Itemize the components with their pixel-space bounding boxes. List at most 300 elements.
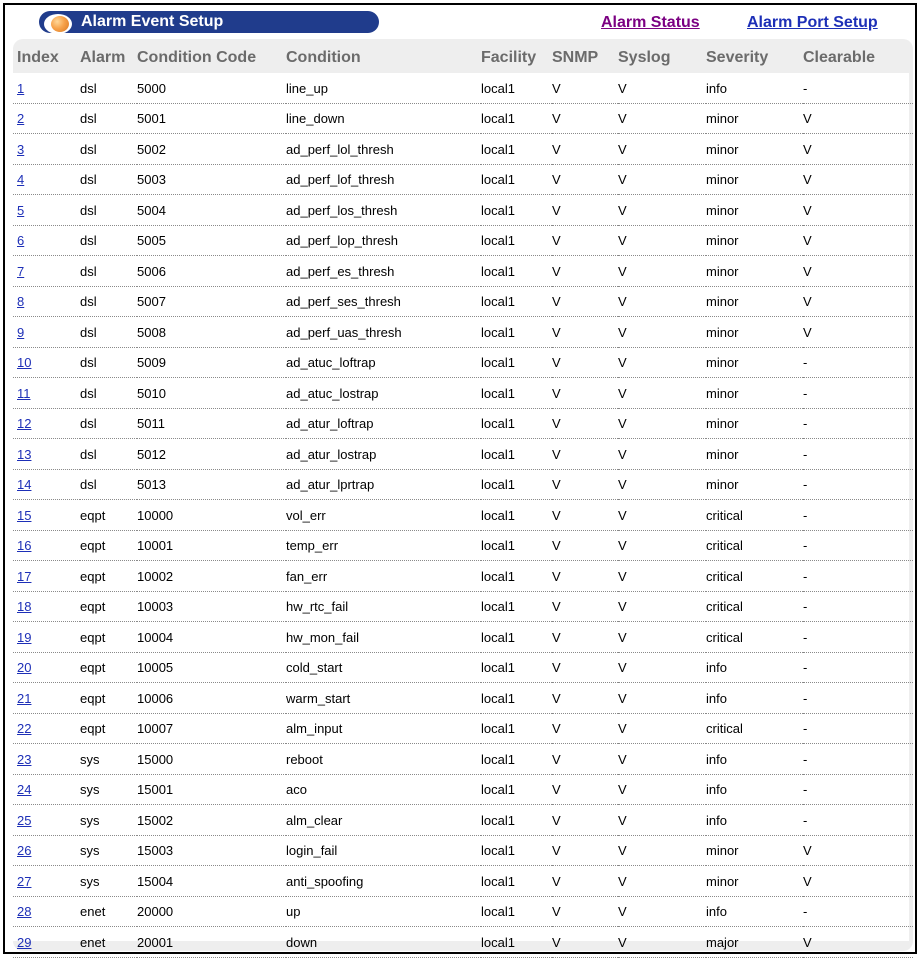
cell-condition-code: 15002 bbox=[137, 805, 286, 836]
cell-condition: ad_atuc_lostrap bbox=[286, 378, 481, 409]
cell-severity: minor bbox=[706, 195, 803, 226]
cell-index bbox=[13, 927, 80, 958]
cell-clearable: V bbox=[803, 195, 913, 226]
cell-snmp: V bbox=[552, 164, 618, 195]
cell-clearable: - bbox=[803, 500, 913, 531]
cell-alarm: sys bbox=[80, 866, 137, 897]
cell-index bbox=[13, 652, 80, 683]
index-link[interactable]: 4 bbox=[17, 172, 25, 188]
table-row bbox=[13, 225, 913, 256]
table-row bbox=[13, 500, 913, 531]
table-header-row bbox=[13, 42, 913, 73]
cell-condition: temp_err bbox=[286, 530, 481, 561]
cell-snmp: V bbox=[552, 805, 618, 836]
cell-facility: local1 bbox=[481, 73, 552, 103]
cell-syslog: V bbox=[618, 530, 706, 561]
cell-condition: line_up bbox=[286, 73, 481, 103]
table-row bbox=[13, 744, 913, 775]
cell-snmp: V bbox=[552, 378, 618, 409]
cell-severity: minor bbox=[706, 378, 803, 409]
cell-syslog: V bbox=[618, 500, 706, 531]
cell-clearable: - bbox=[803, 683, 913, 714]
cell-clearable: V bbox=[803, 256, 913, 287]
cell-condition-code: 15000 bbox=[137, 744, 286, 775]
cell-facility: local1 bbox=[481, 835, 552, 866]
cell-clearable: - bbox=[803, 774, 913, 805]
table-row bbox=[13, 408, 913, 439]
cell-index bbox=[13, 561, 80, 592]
orb-icon bbox=[44, 14, 72, 34]
index-link[interactable]: 18 bbox=[17, 599, 32, 615]
cell-index bbox=[13, 469, 80, 500]
table-row bbox=[13, 439, 913, 470]
column-header-condition-code: Condition Code bbox=[137, 48, 257, 66]
cell-alarm: sys bbox=[80, 744, 137, 775]
cell-severity: info bbox=[706, 744, 803, 775]
cell-severity: info bbox=[706, 652, 803, 683]
cell-facility: local1 bbox=[481, 713, 552, 744]
cell-index bbox=[13, 73, 80, 103]
cell-alarm: dsl bbox=[80, 134, 137, 165]
cell-alarm: eqpt bbox=[80, 652, 137, 683]
table-row bbox=[13, 683, 913, 714]
cell-index bbox=[13, 378, 80, 409]
cell-index bbox=[13, 164, 80, 195]
cell-condition-code: 10005 bbox=[137, 652, 286, 683]
cell-alarm: eqpt bbox=[80, 561, 137, 592]
column-header-condition: Condition bbox=[286, 48, 361, 66]
cell-clearable: V bbox=[803, 835, 913, 866]
cell-syslog: V bbox=[618, 744, 706, 775]
index-link[interactable]: 11 bbox=[17, 385, 31, 401]
index-link[interactable]: 14 bbox=[17, 477, 32, 493]
index-link[interactable]: 1 bbox=[17, 80, 25, 96]
cell-severity: minor bbox=[706, 347, 803, 378]
table-row bbox=[13, 103, 913, 134]
cell-facility: local1 bbox=[481, 286, 552, 317]
cell-alarm: dsl bbox=[80, 408, 137, 439]
cell-clearable: V bbox=[803, 317, 913, 348]
table-row bbox=[13, 134, 913, 165]
cell-clearable: - bbox=[803, 378, 913, 409]
cell-syslog: V bbox=[618, 439, 706, 470]
cell-snmp: V bbox=[552, 225, 618, 256]
index-link[interactable]: 16 bbox=[17, 538, 32, 554]
table-row bbox=[13, 317, 913, 348]
cell-snmp: V bbox=[552, 713, 618, 744]
cell-condition: vol_err bbox=[286, 500, 481, 531]
cell-index bbox=[13, 103, 80, 134]
cell-severity: minor bbox=[706, 317, 803, 348]
index-link[interactable]: 12 bbox=[17, 416, 32, 432]
cell-index bbox=[13, 530, 80, 561]
cell-index bbox=[13, 195, 80, 226]
index-link[interactable]: 3 bbox=[17, 141, 25, 157]
cell-condition: ad_atur_loftrap bbox=[286, 408, 481, 439]
window-frame bbox=[3, 3, 917, 954]
cell-condition-code: 20000 bbox=[137, 896, 286, 927]
cell-syslog: V bbox=[618, 866, 706, 897]
cell-clearable: V bbox=[803, 134, 913, 165]
cell-condition-code: 10006 bbox=[137, 683, 286, 714]
cell-severity: info bbox=[706, 683, 803, 714]
table-row bbox=[13, 286, 913, 317]
cell-clearable: V bbox=[803, 927, 913, 958]
cell-snmp: V bbox=[552, 591, 618, 622]
cell-syslog: V bbox=[618, 378, 706, 409]
cell-syslog: V bbox=[618, 561, 706, 592]
cell-condition-code: 10004 bbox=[137, 622, 286, 653]
cell-severity: minor bbox=[706, 134, 803, 165]
cell-index bbox=[13, 225, 80, 256]
cell-condition: alm_input bbox=[286, 713, 481, 744]
cell-snmp: V bbox=[552, 835, 618, 866]
cell-alarm: eqpt bbox=[80, 683, 137, 714]
cell-index bbox=[13, 683, 80, 714]
cell-condition: reboot bbox=[286, 744, 481, 775]
cell-facility: local1 bbox=[481, 378, 552, 409]
table-row bbox=[13, 73, 913, 103]
cell-condition: warm_start bbox=[286, 683, 481, 714]
index-link[interactable]: 10 bbox=[17, 355, 32, 371]
cell-syslog: V bbox=[618, 896, 706, 927]
cell-alarm: dsl bbox=[80, 256, 137, 287]
cell-snmp: V bbox=[552, 622, 618, 653]
cell-condition-code: 20001 bbox=[137, 927, 286, 958]
cell-snmp: V bbox=[552, 927, 618, 958]
cell-clearable: - bbox=[803, 469, 913, 500]
cell-snmp: V bbox=[552, 408, 618, 439]
cell-snmp: V bbox=[552, 500, 618, 531]
cell-syslog: V bbox=[618, 835, 706, 866]
cell-facility: local1 bbox=[481, 317, 552, 348]
cell-condition-code: 15003 bbox=[137, 835, 286, 866]
cell-severity: critical bbox=[706, 530, 803, 561]
column-header-facility: Facility bbox=[481, 48, 537, 66]
cell-condition-code: 5008 bbox=[137, 317, 286, 348]
cell-snmp: V bbox=[552, 195, 618, 226]
cell-condition-code: 5002 bbox=[137, 134, 286, 165]
cell-alarm: eqpt bbox=[80, 622, 137, 653]
cell-snmp: V bbox=[552, 347, 618, 378]
cell-clearable: - bbox=[803, 591, 913, 622]
cell-severity: minor bbox=[706, 439, 803, 470]
cell-condition-code: 10001 bbox=[137, 530, 286, 561]
cell-facility: local1 bbox=[481, 103, 552, 134]
cell-snmp: V bbox=[552, 652, 618, 683]
cell-syslog: V bbox=[618, 713, 706, 744]
table-row bbox=[13, 774, 913, 805]
cell-condition-code: 5001 bbox=[137, 103, 286, 134]
table-row bbox=[13, 713, 913, 744]
cell-condition: ad_perf_lol_thresh bbox=[286, 134, 481, 165]
column-header-index: Index bbox=[17, 48, 59, 66]
table-row bbox=[13, 195, 913, 226]
cell-facility: local1 bbox=[481, 561, 552, 592]
cell-syslog: V bbox=[618, 652, 706, 683]
cell-condition: ad_perf_los_thresh bbox=[286, 195, 481, 226]
cell-clearable: - bbox=[803, 896, 913, 927]
cell-condition-code: 5005 bbox=[137, 225, 286, 256]
cell-condition-code: 5006 bbox=[137, 256, 286, 287]
cell-condition: ad_atur_lprtrap bbox=[286, 469, 481, 500]
cell-severity: minor bbox=[706, 225, 803, 256]
cell-alarm: sys bbox=[80, 774, 137, 805]
table-row bbox=[13, 835, 913, 866]
index-link[interactable]: 27 bbox=[17, 873, 32, 889]
cell-alarm: dsl bbox=[80, 317, 137, 348]
cell-clearable: V bbox=[803, 866, 913, 897]
cell-facility: local1 bbox=[481, 439, 552, 470]
cell-severity: minor bbox=[706, 256, 803, 287]
cell-clearable: - bbox=[803, 805, 913, 836]
cell-alarm: dsl bbox=[80, 439, 137, 470]
cell-snmp: V bbox=[552, 530, 618, 561]
index-link[interactable]: 23 bbox=[17, 751, 32, 767]
column-header-clearable: Clearable bbox=[803, 48, 876, 66]
cell-alarm: enet bbox=[80, 927, 137, 958]
cell-condition-code: 10007 bbox=[137, 713, 286, 744]
index-link[interactable]: 2 bbox=[17, 111, 25, 127]
cell-condition: ad_atuc_loftrap bbox=[286, 347, 481, 378]
cell-alarm: dsl bbox=[80, 225, 137, 256]
table-row bbox=[13, 561, 913, 592]
cell-snmp: V bbox=[552, 439, 618, 470]
cell-syslog: V bbox=[618, 347, 706, 378]
cell-condition-code: 5010 bbox=[137, 378, 286, 409]
cell-condition: fan_err bbox=[286, 561, 481, 592]
cell-condition-code: 5007 bbox=[137, 286, 286, 317]
index-link[interactable]: 19 bbox=[17, 629, 32, 645]
cell-clearable: V bbox=[803, 225, 913, 256]
cell-index bbox=[13, 866, 80, 897]
index-link[interactable]: 22 bbox=[17, 721, 32, 737]
cell-index bbox=[13, 835, 80, 866]
cell-facility: local1 bbox=[481, 774, 552, 805]
cell-index bbox=[13, 622, 80, 653]
cell-alarm: sys bbox=[80, 835, 137, 866]
cell-alarm: eqpt bbox=[80, 500, 137, 531]
cell-clearable: - bbox=[803, 439, 913, 470]
cell-index bbox=[13, 713, 80, 744]
cell-alarm: dsl bbox=[80, 103, 137, 134]
cell-syslog: V bbox=[618, 683, 706, 714]
table-row bbox=[13, 378, 913, 409]
index-link[interactable]: 26 bbox=[17, 843, 32, 859]
table-row bbox=[13, 652, 913, 683]
cell-condition-code: 15004 bbox=[137, 866, 286, 897]
index-link[interactable]: 20 bbox=[17, 660, 32, 676]
cell-severity: minor bbox=[706, 286, 803, 317]
cell-severity: critical bbox=[706, 591, 803, 622]
index-link[interactable]: 21 bbox=[17, 690, 32, 706]
cell-condition: ad_perf_uas_thresh bbox=[286, 317, 481, 348]
cell-facility: local1 bbox=[481, 591, 552, 622]
table-row bbox=[13, 164, 913, 195]
cell-facility: local1 bbox=[481, 530, 552, 561]
cell-facility: local1 bbox=[481, 225, 552, 256]
cell-index bbox=[13, 774, 80, 805]
cell-clearable: - bbox=[803, 713, 913, 744]
cell-facility: local1 bbox=[481, 652, 552, 683]
cell-facility: local1 bbox=[481, 164, 552, 195]
title-bar bbox=[39, 11, 379, 33]
cell-index bbox=[13, 286, 80, 317]
cell-syslog: V bbox=[618, 591, 706, 622]
cell-snmp: V bbox=[552, 744, 618, 775]
cell-alarm: eqpt bbox=[80, 713, 137, 744]
index-link[interactable]: 13 bbox=[17, 446, 32, 462]
index-link[interactable]: 17 bbox=[17, 568, 32, 584]
cell-facility: local1 bbox=[481, 134, 552, 165]
cell-severity: minor bbox=[706, 103, 803, 134]
page-title: Alarm Event Setup bbox=[81, 13, 224, 30]
cell-severity: info bbox=[706, 805, 803, 836]
cell-snmp: V bbox=[552, 317, 618, 348]
cell-condition-code: 15001 bbox=[137, 774, 286, 805]
cell-clearable: - bbox=[803, 408, 913, 439]
cell-severity: minor bbox=[706, 408, 803, 439]
cell-severity: info bbox=[706, 774, 803, 805]
table-row bbox=[13, 866, 913, 897]
cell-condition-code: 5000 bbox=[137, 73, 286, 103]
cell-alarm: dsl bbox=[80, 378, 137, 409]
alarm-port-setup-link[interactable]: Alarm Port Setup bbox=[747, 14, 878, 31]
cell-condition: down bbox=[286, 927, 481, 958]
cell-facility: local1 bbox=[481, 347, 552, 378]
cell-index bbox=[13, 500, 80, 531]
table-row bbox=[13, 927, 913, 958]
cell-condition: alm_clear bbox=[286, 805, 481, 836]
index-link[interactable]: 24 bbox=[17, 782, 32, 798]
cell-condition-code: 5003 bbox=[137, 164, 286, 195]
cell-syslog: V bbox=[618, 256, 706, 287]
cell-syslog: V bbox=[618, 164, 706, 195]
index-link[interactable]: 28 bbox=[17, 904, 32, 920]
cell-syslog: V bbox=[618, 286, 706, 317]
cell-clearable: - bbox=[803, 73, 913, 103]
cell-facility: local1 bbox=[481, 256, 552, 287]
cell-facility: local1 bbox=[481, 896, 552, 927]
cell-condition-code: 5004 bbox=[137, 195, 286, 226]
table-row bbox=[13, 622, 913, 653]
index-link[interactable]: 9 bbox=[17, 324, 25, 340]
cell-condition: login_fail bbox=[286, 835, 481, 866]
cell-facility: local1 bbox=[481, 622, 552, 653]
cell-syslog: V bbox=[618, 774, 706, 805]
index-link[interactable]: 6 bbox=[17, 233, 25, 249]
cell-alarm: dsl bbox=[80, 347, 137, 378]
cell-syslog: V bbox=[618, 805, 706, 836]
cell-condition: cold_start bbox=[286, 652, 481, 683]
cell-index bbox=[13, 347, 80, 378]
cell-snmp: V bbox=[552, 73, 618, 103]
cell-alarm: dsl bbox=[80, 286, 137, 317]
cell-severity: critical bbox=[706, 561, 803, 592]
cell-condition-code: 10003 bbox=[137, 591, 286, 622]
cell-facility: local1 bbox=[481, 866, 552, 897]
cell-condition: ad_perf_lop_thresh bbox=[286, 225, 481, 256]
index-link[interactable]: 25 bbox=[17, 812, 32, 828]
cell-snmp: V bbox=[552, 896, 618, 927]
cell-syslog: V bbox=[618, 622, 706, 653]
cell-facility: local1 bbox=[481, 500, 552, 531]
cell-clearable: V bbox=[803, 103, 913, 134]
index-link[interactable]: 8 bbox=[17, 294, 25, 310]
cell-syslog: V bbox=[618, 195, 706, 226]
cell-severity: critical bbox=[706, 713, 803, 744]
index-link[interactable]: 5 bbox=[17, 202, 25, 218]
cell-condition: hw_rtc_fail bbox=[286, 591, 481, 622]
cell-alarm: eqpt bbox=[80, 530, 137, 561]
cell-severity: minor bbox=[706, 866, 803, 897]
cell-clearable: - bbox=[803, 622, 913, 653]
cell-index bbox=[13, 317, 80, 348]
cell-syslog: V bbox=[618, 134, 706, 165]
cell-syslog: V bbox=[618, 73, 706, 103]
cell-severity: info bbox=[706, 73, 803, 103]
cell-clearable: - bbox=[803, 347, 913, 378]
cell-facility: local1 bbox=[481, 408, 552, 439]
cell-condition: ad_atur_lostrap bbox=[286, 439, 481, 470]
cell-clearable: - bbox=[803, 744, 913, 775]
table-row bbox=[13, 469, 913, 500]
cell-facility: local1 bbox=[481, 469, 552, 500]
cell-syslog: V bbox=[618, 317, 706, 348]
cell-index bbox=[13, 256, 80, 287]
column-header-alarm: Alarm bbox=[80, 48, 126, 66]
cell-condition-code: 10002 bbox=[137, 561, 286, 592]
table-row bbox=[13, 530, 913, 561]
cell-index bbox=[13, 805, 80, 836]
cell-snmp: V bbox=[552, 683, 618, 714]
index-link[interactable]: 29 bbox=[17, 934, 32, 950]
cell-alarm: enet bbox=[80, 896, 137, 927]
table-row bbox=[13, 896, 913, 927]
cell-severity: info bbox=[706, 896, 803, 927]
cell-index bbox=[13, 134, 80, 165]
cell-condition: ad_perf_es_thresh bbox=[286, 256, 481, 287]
cell-facility: local1 bbox=[481, 927, 552, 958]
cell-facility: local1 bbox=[481, 683, 552, 714]
cell-severity: critical bbox=[706, 500, 803, 531]
cell-syslog: V bbox=[618, 469, 706, 500]
alarm-status-link[interactable]: Alarm Status bbox=[601, 14, 700, 31]
cell-condition: ad_perf_ses_thresh bbox=[286, 286, 481, 317]
cell-condition: anti_spoofing bbox=[286, 866, 481, 897]
cell-severity: minor bbox=[706, 835, 803, 866]
cell-clearable: V bbox=[803, 286, 913, 317]
column-header-severity: Severity bbox=[706, 48, 769, 66]
cell-condition-code: 5012 bbox=[137, 439, 286, 470]
cell-condition-code: 10000 bbox=[137, 500, 286, 531]
cell-clearable: - bbox=[803, 652, 913, 683]
cell-syslog: V bbox=[618, 103, 706, 134]
cell-snmp: V bbox=[552, 134, 618, 165]
cell-snmp: V bbox=[552, 286, 618, 317]
cell-severity: major bbox=[706, 927, 803, 958]
index-link[interactable]: 15 bbox=[17, 507, 32, 523]
table-row bbox=[13, 256, 913, 287]
cell-alarm: dsl bbox=[80, 195, 137, 226]
index-link[interactable]: 7 bbox=[17, 263, 25, 279]
cell-snmp: V bbox=[552, 103, 618, 134]
cell-alarm: dsl bbox=[80, 469, 137, 500]
cell-condition: ad_perf_lof_thresh bbox=[286, 164, 481, 195]
cell-snmp: V bbox=[552, 866, 618, 897]
table-row bbox=[13, 347, 913, 378]
cell-alarm: eqpt bbox=[80, 591, 137, 622]
